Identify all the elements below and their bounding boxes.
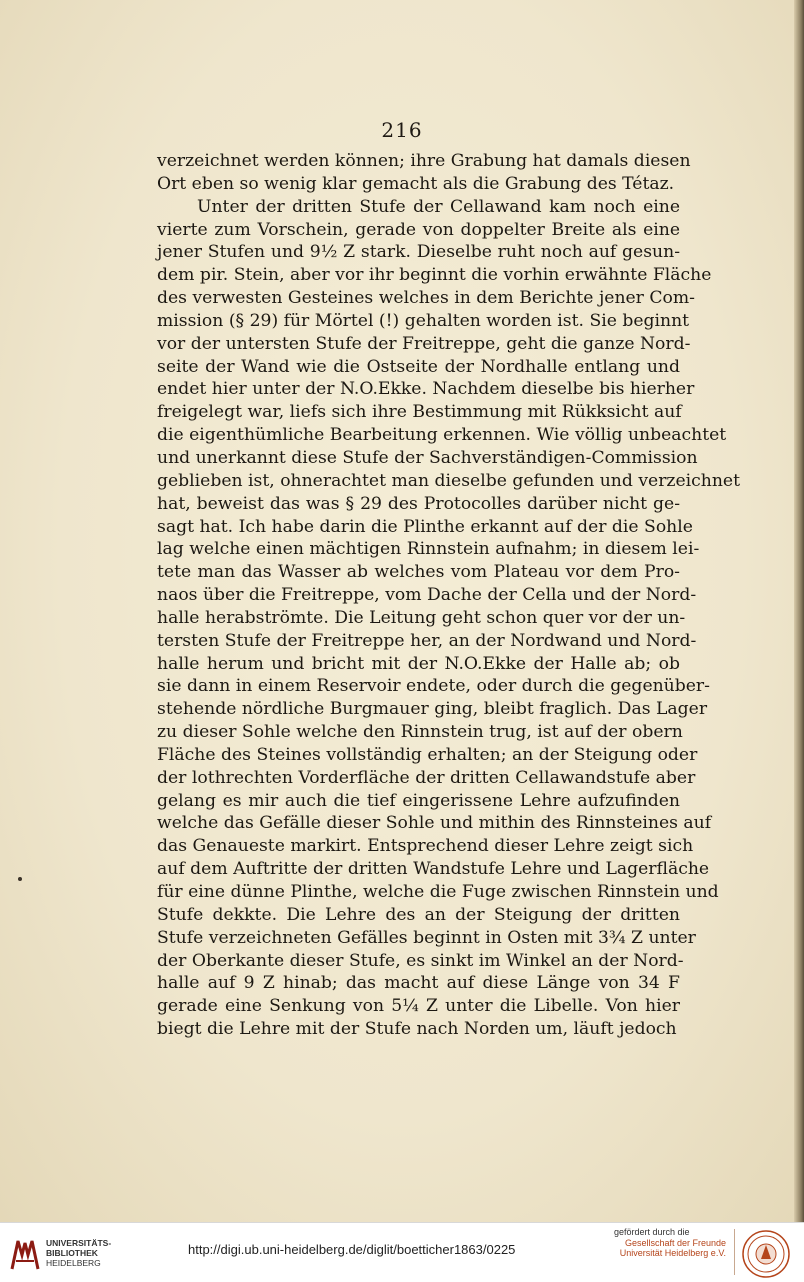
- text-line: halle herabströmte. Die Leitung geht schon quer vor der un-: [157, 607, 686, 628]
- university-library-logo-icon: [8, 1235, 42, 1271]
- text-line: halle auf 9 Z hinab; das macht auf diese Länge von 34 F: [157, 973, 680, 994]
- text-line: endet hier unter der N.O.Ekke. Nachdem dieselbe bis hierher: [157, 379, 695, 400]
- text-line: vor der untersten Stufe der Freitreppe, geht die ganze Nord-: [157, 333, 691, 354]
- text-line: sie dann in einem Reservoir endete, oder durch die gegenüber-: [157, 676, 710, 697]
- text-line: welche das Gefälle dieser Sohle und mithin des Rinnsteines auf: [157, 813, 712, 834]
- text-line: tete man das Wasser ab welches vom Plateau vor dem Pro-: [157, 562, 680, 583]
- text-line: für eine dünne Plinthe, welche die Fuge zwischen Rinnstein und: [157, 882, 719, 902]
- text-line: biegt die Lehre mit der Stufe nach Norden um, läuft jedoch: [157, 1019, 677, 1040]
- text-line: tersten Stufe der Freitreppe her, an der Nordwand und Nord-: [157, 630, 697, 651]
- text-line: Fläche des Steines vollständig erhalten; an der Steigung oder: [157, 744, 698, 765]
- permalink-url[interactable]: http://digi.ub.uni-heidelberg.de/diglit/boetticher1863/0225: [188, 1242, 516, 1257]
- scan-speck: [18, 877, 22, 881]
- text-line: stehende nördliche Burgmauer ging, bleibt fraglich. Das Lager: [157, 699, 708, 720]
- footer-bar: [0, 1222, 804, 1282]
- text-line: Stufe dekkte. Die Lehre des an der Steigung der dritten: [157, 904, 680, 925]
- text-line: hat, beweist das was § 29 des Protocolles darüber nicht ge-: [157, 493, 680, 514]
- text-line: geblieben ist, ohnerachtet man dieselbe gefunden und verzeichnet: [157, 470, 740, 491]
- text-line: die eigenthümliche Bearbeitung erkennen. Wie völlig unbeachtet: [157, 425, 727, 446]
- text-line: verzeichnet werden können; ihre Grabung hat damals diesen: [157, 151, 691, 171]
- text-line: naos über die Freitreppe, vom Dache der Cella und der Nord-: [157, 585, 697, 606]
- text-line: freigelegt war, liefs sich ihre Bestimmung mit Rükksicht auf: [157, 402, 682, 423]
- text-line: der Oberkante dieser Stufe, es sinkt im Winkel an der Nord-: [157, 950, 684, 971]
- text-line: mission (§ 29) für Mörtel (!) gehalten worden ist. Sie beginnt: [157, 310, 690, 331]
- body-text: [157, 150, 740, 1041]
- sponsor-text: [614, 1227, 726, 1259]
- page-edge: [794, 0, 804, 1222]
- sponsor-line3: Universität Heidelberg e.V.: [619, 1248, 726, 1258]
- text-line: das Genaueste markirt. Entsprechend dieser Lehre zeigt sich: [157, 836, 694, 857]
- text-line: der lothrechten Vorderfläche der dritten Cellawandstufe aber: [157, 767, 696, 788]
- text-line: Stufe verzeichneten Gefälles beginnt in Osten mit 3¾ Z unter: [157, 927, 696, 948]
- text-line: des verwesten Gesteines welches in dem Berichte jener Com-: [157, 288, 695, 309]
- library-name-line2: BIBLIOTHEK: [46, 1248, 98, 1258]
- sponsor-line1: gefördert durch die: [614, 1227, 690, 1237]
- text-line: jener Stufen und 9½ Z stark. Dieselbe ruht noch auf gesun-: [157, 242, 680, 263]
- text-line: Unter der dritten Stufe der Cellawand kam noch eine: [197, 196, 680, 217]
- text-line: lag welche einen mächtigen Rinnstein aufnahm; in diesem lei-: [157, 539, 700, 560]
- text-line: halle herum und bricht mit der N.O.Ekke der Halle ab; ob: [157, 653, 680, 674]
- university-seal-icon: [741, 1229, 791, 1279]
- divider: [734, 1229, 735, 1275]
- text-line: gelang es mir auch die tief eingerissene Lehre aufzufinden: [157, 790, 680, 811]
- text-line: seite der Wand wie die Ostseite der Nordhalle entlang und: [157, 356, 680, 377]
- sponsor-line2: Gesellschaft der Freunde: [624, 1237, 726, 1248]
- library-name-line3: HEIDELBERG: [46, 1258, 101, 1268]
- text-line: zu dieser Sohle welche den Rinnstein trug, ist auf der obern: [157, 722, 683, 743]
- text-line: sagt hat. Ich habe darin die Plinthe erkannt auf der die Sohle: [157, 516, 693, 537]
- text-line: und unerkannt diese Stufe der Sachverständigen-Commission: [157, 447, 698, 468]
- library-name-line1: UNIVERSITÄTS-: [46, 1238, 112, 1248]
- library-name: [46, 1238, 111, 1268]
- text-line: gerade eine Senkung von 5¼ Z unter die Libelle. Von hier: [157, 996, 680, 1017]
- text-line: auf dem Auftritte der dritten Wandstufe Lehre und Lagerfläche: [157, 859, 710, 880]
- text-line: Ort eben so wenig klar gemacht als die Grabung des Tétaz.: [157, 173, 675, 194]
- text-line: dem pir. Stein, aber vor ihr beginnt die vorhin erwähnte Fläche: [157, 265, 712, 286]
- page-number: 216: [381, 118, 423, 142]
- text-line: vierte zum Vorschein, gerade von doppelter Breite als eine: [157, 219, 680, 240]
